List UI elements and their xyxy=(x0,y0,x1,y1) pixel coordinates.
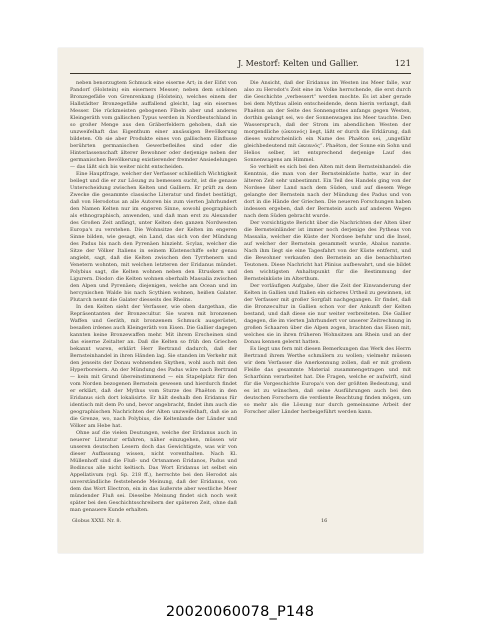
left-text-column xyxy=(70,80,237,516)
paragraph: Ohne auf die vielen Deutungen, welche der Eridanus auch in neuerer Literatur erfahren, näher einzugehen, müssen wir unseren deutschen Lesern doch das Gewichtigste, was wir von dieser Auffassung wissen, nicht vorenthalten. Nach Kl. Müllenhoff sind die Fluß- und Ortsnamen Eridanos, Padus und Bodincus alle nicht keltisch. Das Wort Eridanus ist selbst ein Appellativum (vgl. Sp. 218 ff.), herrschte bei den Herodot als unverständliche feststehende Meinung, daß der Eridanus, von dem das Wort Electron, ein in das äußerste aber westliche Meer mündender Fluß sei. Dieselbe Meinung findet sich noch weit später bei den Geschichtsschreibern der späteren Zeit, ohne daß man genauere Kunde erhalten. xyxy=(70,430,237,513)
paragraph: Es liegt uns fern mit diesen Bemerkungen das Werk des Herrn Bertrand ihrem Werthe schmälern zu wollen; vielmehr müssen wir dem Verfasser die Anerkennung zollen, daß er mit großem Fleiße das gesammte Material zusammengetragen und mit Scharfsinn verarbeitet hat. Die Fragen, welche er aufwirft, sind für die Vorgeschichte Europa's von der größten Bedeutung, und es ist zu wünschen, daß seine Ausführungen auch bei den deutschen Forschern die verdiente Beachtung finden mögen, um so mehr als die Lösung nur durch gemeinsame Arbeit der Forscher aller Länder herbeigeführt werden kann. xyxy=(244,346,411,415)
running-title: J. Mestorf: Kelten und Gallier. xyxy=(238,59,359,68)
header-left-blank xyxy=(70,60,90,70)
page-header xyxy=(70,59,411,73)
paragraph: In den Kelten sieht der Verfasser, wie oben dargethan, die Repräsentanten der Bronzecultur. Sie waren mit bronzenen Waffen und Geräth, mit bronzenem Schmuck ausgerüstet, besaßen irdenes auch Kleingeräth von Eisen. Die Gallier dagegen kannten keine Bronzewaffen mehr. Mit ihrem Erscheinen sind das eiserne Zeitalter an. Daß die Kelten so früh den Griechen bekannt waren, erklärt Herr Bertrand dadurch, daß der Bernsteinhandel in ihren Händen lag. Sie standen im Verkehr mit den jenseits der Donau wohnenden Skythen, wohl auch mit den Hyperboreiern. An der Mündung des Padus wäre nach Bertrand — kein mit Grund übereinstimmend — ein Stapelplatz für den vom Norden bezogenen Bernstein gewesen und hierdurch findet er erklärt, daß der Mythus vom Sturze des Phaëton in den Eridanus sich dort lokalisirte. Er hält deshalb den Eridanus für identisch mit dem Po und, bevor angebracht, findet ihm auch die geographischen Nachrichten der Alten unzweifelhaft, daß sie an die Grenze, wo, nach Polybius, die Keltenlande der Länder und Völker am Hebe hat. xyxy=(70,304,237,429)
page-number: 121 xyxy=(394,59,411,69)
paragraph: So verhielt es sich bei den Alten mit dem Bernsteinhandel: die Kenntnis, die man von der Bernsteinküste hatte, war in der älteren Zeit sehr unbestimmt. Ein Teil des Handels ging von der Nordsee über Land nach dem Süden, und auf diesem Wege gelangte der Bernstein nach der Mündung des Padus und von dort in die Hände der Griechen. Die neueren Forschungen haben indessen ergeben, daß der Bernstein auch auf anderen Wegen nach dem Süden gebracht wurde. xyxy=(244,164,411,219)
right-text-column xyxy=(244,80,411,516)
header-rule xyxy=(70,73,411,74)
footer-signature: Globus XXXI. Nr. 8. xyxy=(72,518,122,524)
footer-sheet-number: 16 xyxy=(321,518,328,524)
paragraph: Der vorläufigen Aufgabe, über die Zeit der Einwanderung der Kelten in Gallien und Italien ein sicheres Urtheil zu gewinnen, ist der Verfasser mit großer Sorgfalt nachgegangen. Er findet, daß die Bronzecultur in Gallien schon vor der Ankunft der Kelten bestand, und daß diese sie nur weiter verbreiteten. Die Gallier dagegen, die im vierten Jahrhundert vor unserer Zeitrechnung in großen Schaaren über die Alpen zogen, brachten das Eisen mit, welches sie in ihren früheren Wohnsitzen am Rhein und an der Donau kennen gelernt hatten. xyxy=(244,283,411,345)
paragraph: Die Ansicht, daß der Eridanus im Westen ins Meer falle, war also zu Herodot's Zeit eine im Volke herrschende, die erst durch die Geschichte „verbessert“ werden mochte. Es ist aber gerade bei dem Mythus allein entscheidende, denn hierin verlangt, daß Phaëton an der Seite des Sonnengottes anfangs gegen Westen, dorthin gelangt sei, wo der Sonnenwagen ins Meer tauchte. Den Wasserspruch, daß der Strom im abendlichen Westen der morgendliche (ὠκεανός) liegt, läßt er durch die Erklärung, daß dieses wahrscheinlich ein Name des Phaëton sei, „ungefähr gleichbedeutend mit ὠκεανός“. Phaëton, der Sonne ein Sohn und Helios selber, ist entsprechend derjenige Lauf des Sonnenwagens am Himmel. xyxy=(244,80,411,163)
paragraph: Eine Hauptfrage, welcher der Verfasser schließlich Wichtigkeit beilegt und die er zur Lösung zu bemessen sucht, ist die genaue Unterscheidung zwischen Kelten und Galliern. Er prüft zu dem Zwecke die gesammte classische Literatur und findet bestätigt, daß von Herodotus an alle Autoren bis zum vierten Jahrhundert den Namen Kelten nur im engeren Sinne, sowohl geographisch als ethnographisch, anwenden, und daß man erst zu Alexander des Großen Zeit anfängt, unter Kelten den ganzen Nordwesten Europa's zu verstehen. Die Wohnsitze der Kelten im engeren Sinne bilden, wie gesagt, ein Land, das sich von der Mündung des Padus bis nach den Pyrenäen hinzieht. Scylax, welcher die Sitze der Völker Italiens in seinem Küstenschiffe sehr genau angiebt, sagt, daß die Kelten zwischen den Tyrrhenern und Venetern wohnten, mit welchen letzteren der Eridanus mündet. Polybius sagt, die Kelten wohnen neben den Etruskern und Ligurern. Diodor: die Kelten wohnen oberhalb Massalia zwischen den Alpen und Pyrenäen; diejenigen, welche am Ocean und im hercynischen Walde bis nach Scythien wohnen, heißen Galater. Plutarch nennt die Galater diesseits des Rheins. xyxy=(70,171,237,303)
paragraph: neben benorzugtem Schmuck eine eiserne Art; in der Eifst von Pandorf (Holstein) ein eiserners Messer; neben dem schönen Bronzegefäße von Grenrenkang (Holstein), welches einem der Hallstädter Bronzegefäße auffallend gleicht, lag ein eisernes Messer. Die rückmeisten gebogenen Fibeln aber und anderes Kleingeräth vom gallischen Typus werden in Nordbeutschland in so großer Menge aus den Gräberfeldern gehoben, daß sie unzweifelhaft das Eigenthum einer ansässigen Bevölkerung bildeten. Ob sie aber Produkte eines von gallischem Einflusse berührten germanischen Gewerbefleißes sind oder die Hinterlassenschaft älterer Bewohner oder derjenige neben der germanischen Bevölkerung existierender fremder Ansiedelungen — das läßt sich bis weiter nicht entscheiden. xyxy=(70,80,237,170)
paragraph: Der vorsichtigste Bericht über die Nachrichten der Alten über die Bernsteinländer ist immer noch derjenige des Pytheas von Massalia, welcher die Küste der Nordsee befuhr und die Insel, auf welcher der Bernstein gesammelt wurde, Abalus nannte. Nach ihm liegt sie eine Tagesfahrt von der Küste entfernt, und die Bewohner verkaufen den Bernstein an die benachbarten Teutonen. Diese Nachricht hat Plinius aufbewahrt, und sie bildet den wichtigsten Anhaltspunkt für die Bestimmung der Bernsteinküste im Alterthum. xyxy=(244,220,411,282)
image-caption: 20020060078_P148 xyxy=(165,604,315,620)
